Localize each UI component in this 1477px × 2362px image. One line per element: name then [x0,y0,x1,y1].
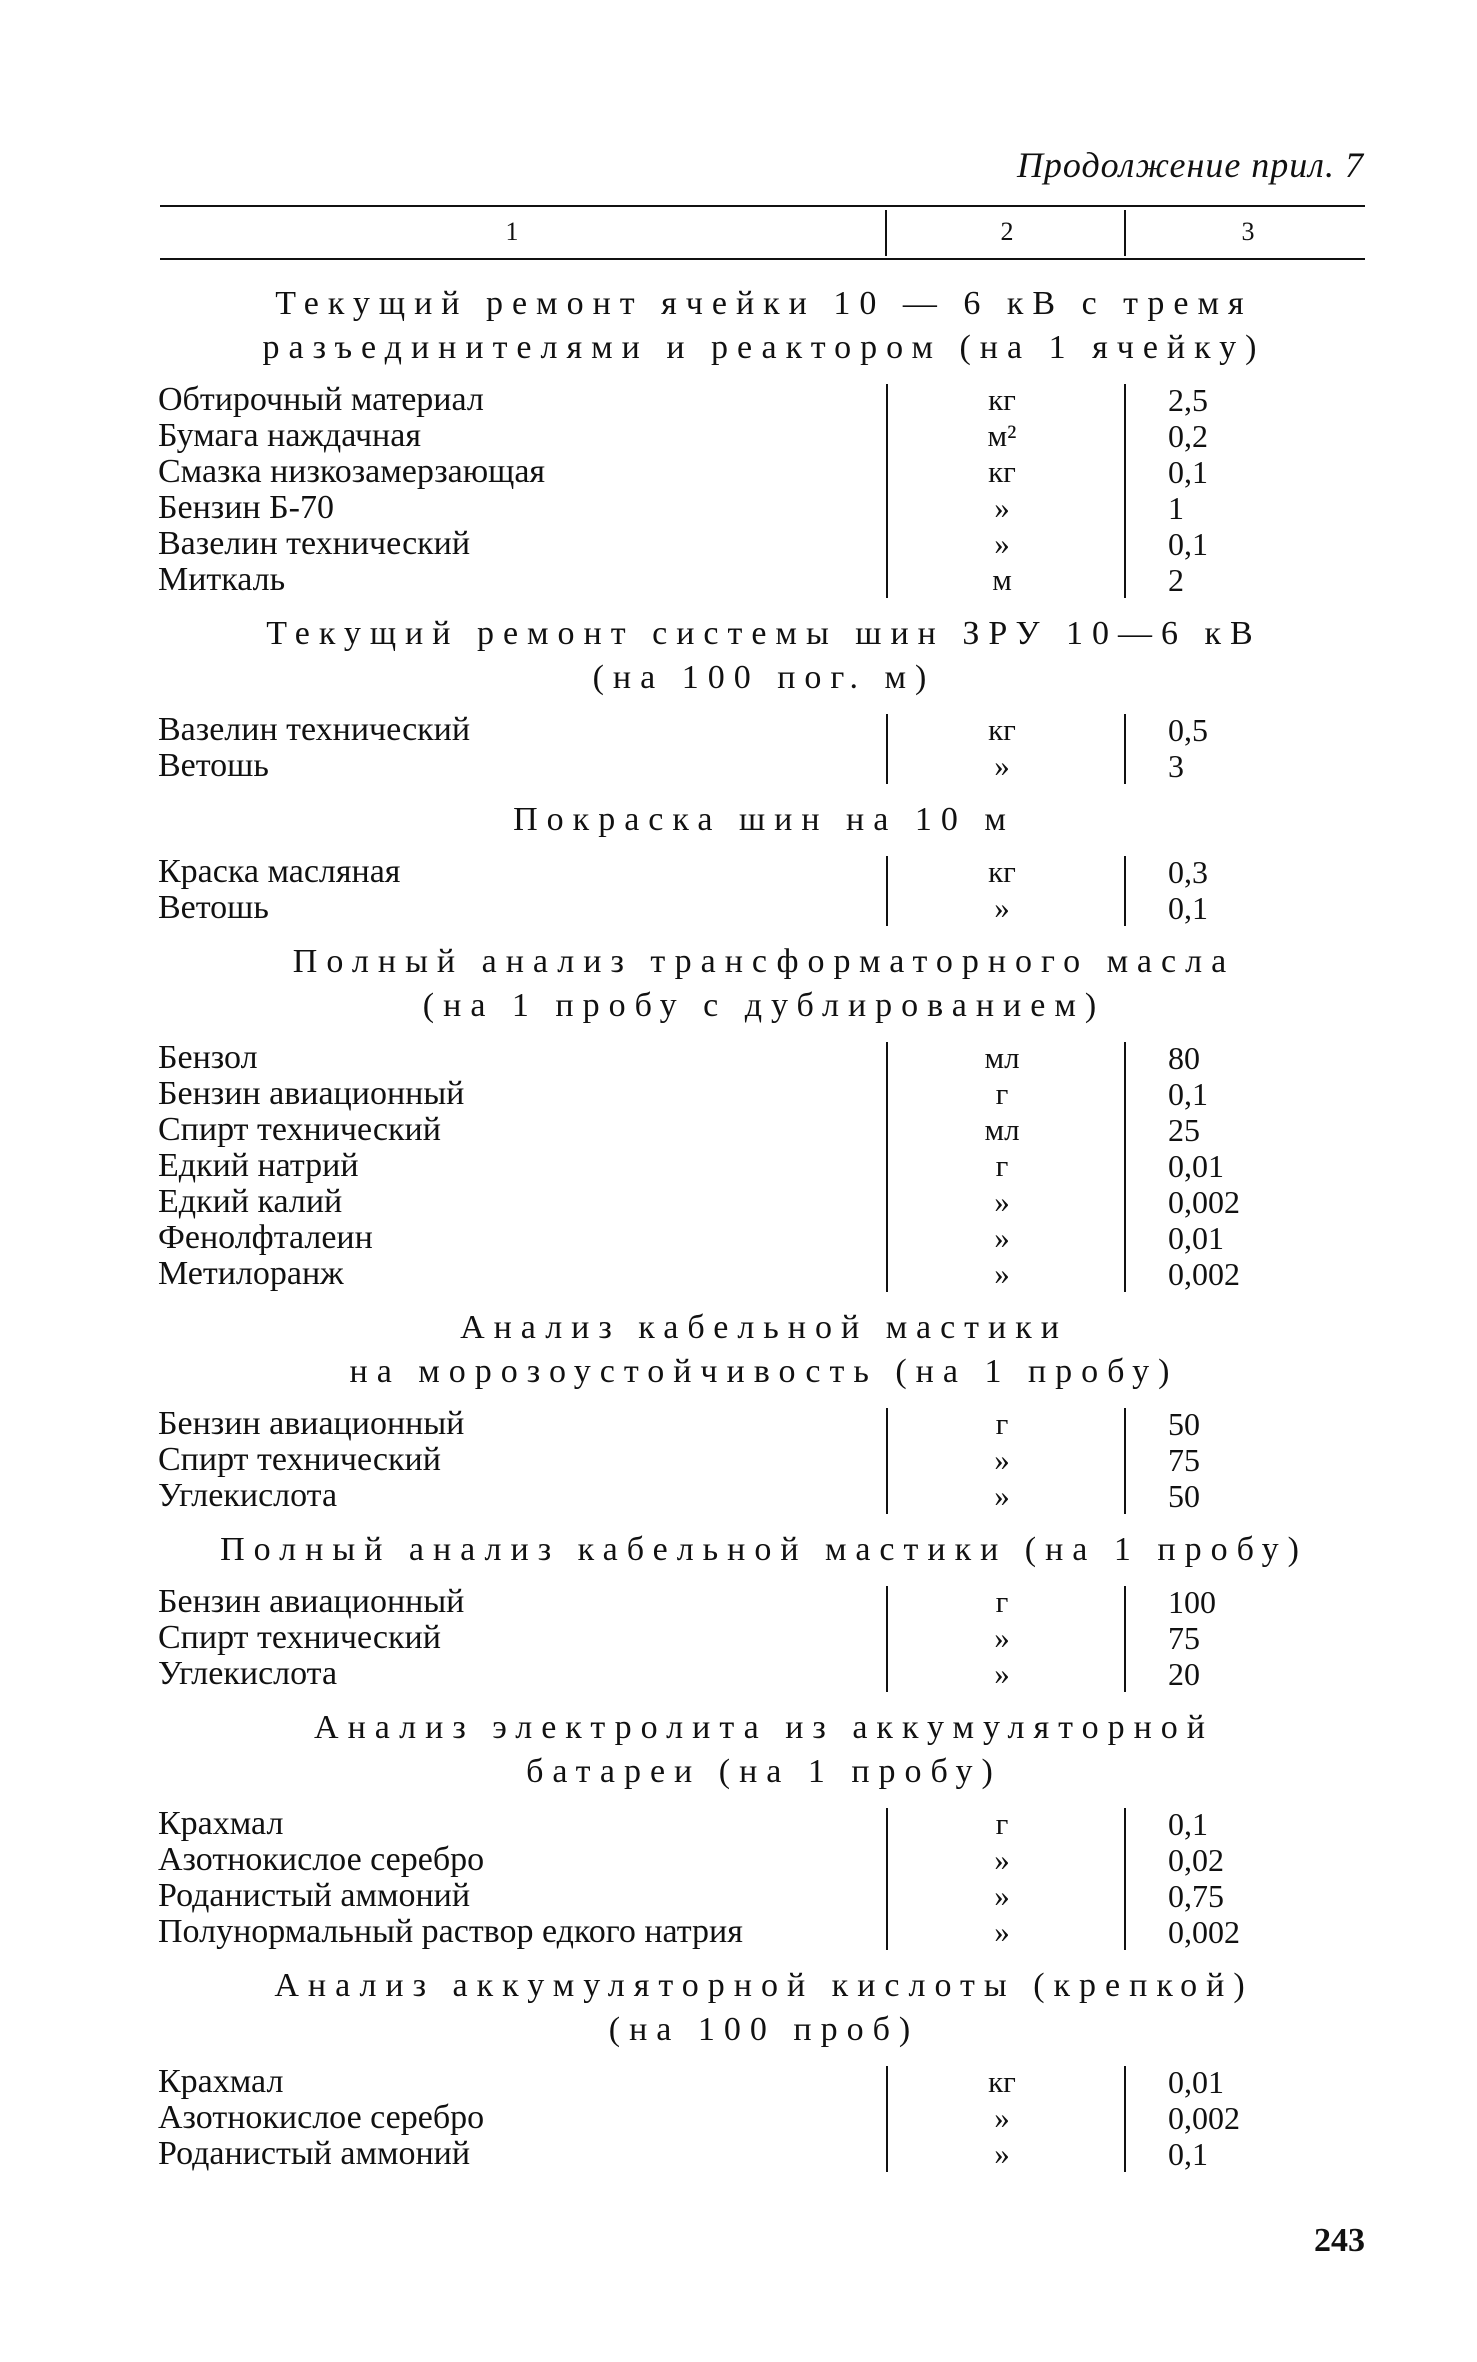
material-unit: » [994,1478,1010,1513]
column-rule [1124,2066,1126,2172]
column-rule [1124,1808,1126,1950]
material-qty: 0,002 [1168,1183,1240,1220]
material-qty: 0,002 [1168,2099,1240,2136]
material-qty: 0,1 [1168,2135,1208,2172]
section-title: (на 100 проб) [608,2011,920,2048]
material-name: Азотнокислое серебро [158,2099,485,2136]
column-header-2: 2 [1000,217,1014,246]
material-name: Роданистый аммоний [158,2135,471,2172]
section-rows [158,1806,1370,1950]
material-unit: м² [987,418,1017,453]
material-unit: » [994,1914,1010,1949]
table-row [158,748,1370,784]
table-row [158,1076,1370,1112]
material-name: Бензин авиационный [158,1583,465,1620]
material-qty: 0,3 [1168,853,1208,890]
material-unit: » [994,526,1010,561]
table-row [158,890,1370,926]
material-qty: 75 [1168,1441,1200,1478]
column-rule [886,856,888,926]
table-row [158,712,1370,748]
material-unit: кг [988,2064,1016,2099]
table-row [158,526,1370,562]
material-qty: 2 [1168,561,1184,598]
section-title: (на 1 пробу с дублированием) [422,987,1106,1024]
section-title: (на 100 пог. м) [592,659,936,696]
material-name: Едкий калий [158,1183,343,1220]
table-row [158,1584,1370,1620]
material-unit: кг [988,854,1016,889]
column-rule [1124,1042,1126,1292]
material-unit: » [994,1256,1010,1291]
material-unit: » [994,1220,1010,1255]
material-qty: 0,002 [1168,1255,1240,1292]
table-row [158,490,1370,526]
table-row [158,1806,1370,1842]
material-unit: г [995,1406,1009,1441]
material-qty: 0,01 [1168,2063,1224,2100]
column-rule [1124,384,1126,598]
table-row [158,1842,1370,1878]
table-row [158,1442,1370,1478]
material-name: Бензин авиационный [158,1075,465,1112]
column-rule [886,1408,888,1514]
table-row [158,1620,1370,1656]
material-name: Углекислота [158,1477,338,1514]
header-separator [885,210,887,256]
table-row [158,1256,1370,1292]
material-unit: » [994,1184,1010,1219]
column-rule [1124,1586,1126,1692]
section-title: батареи (на 1 пробу) [526,1753,1002,1790]
table-row [158,1184,1370,1220]
section-title: Полный анализ трансформаторного масла [292,943,1236,980]
material-unit: мл [984,1112,1020,1147]
material-unit: » [994,1442,1010,1477]
material-qty: 0,2 [1168,417,1208,454]
table-header-rule [160,258,1365,260]
table-top-rule [160,205,1365,207]
section-rows [158,1406,1370,1514]
column-rule [886,714,888,784]
table-row [158,2064,1370,2100]
section-title: Текущий ремонт системы шин ЗРУ 10—6 кВ [266,615,1262,652]
material-name: Вазелин технический [158,525,471,562]
material-unit: м [992,562,1012,597]
table-section [158,612,1370,784]
material-qty: 1 [1168,489,1184,526]
material-unit: » [994,1842,1010,1877]
material-name: Азотнокислое серебро [158,1841,485,1878]
materials-table [158,282,1370,2186]
material-qty: 0,1 [1168,1805,1208,1842]
material-name: Спирт технический [158,1111,441,1148]
table-row [158,2136,1370,2172]
material-qty: 0,1 [1168,889,1208,926]
table-row [158,454,1370,490]
material-name: Краска масляная [158,853,401,890]
section-rows [158,2064,1370,2172]
material-unit: г [995,1806,1009,1841]
material-qty: 25 [1168,1111,1200,1148]
table-row [158,1656,1370,1692]
material-name: Вазелин технический [158,711,471,748]
column-rule [1124,1408,1126,1514]
material-name: Крахмал [158,2063,284,2100]
section-title: Анализ аккумуляторной кислоты (крепкой) [274,1967,1254,2004]
column-rule [886,1042,888,1292]
table-row [158,1878,1370,1914]
material-qty: 20 [1168,1655,1200,1692]
material-name: Ветошь [158,889,269,926]
section-rows [158,382,1370,598]
table-row [158,1406,1370,1442]
table-row [158,1220,1370,1256]
material-unit: г [995,1076,1009,1111]
header-separator [1124,210,1126,256]
section-rows [158,1040,1370,1292]
table-row [158,418,1370,454]
section-title: разъединителями и реактором (на 1 ячейку) [262,329,1266,366]
material-name: Бумага наждачная [158,417,421,454]
material-name: Бензин авиационный [158,1405,465,1442]
section-rows [158,1584,1370,1692]
material-unit: » [994,890,1010,925]
material-qty: 0,002 [1168,1913,1240,1950]
material-name: Смазка низкозамерзающая [158,453,546,490]
material-name: Углекислота [158,1655,338,1692]
table-row [158,382,1370,418]
column-header-1: 1 [505,217,519,246]
material-unit: г [995,1584,1009,1619]
material-unit: г [995,1148,1009,1183]
material-unit: » [994,1620,1010,1655]
material-qty: 0,01 [1168,1147,1224,1184]
section-title: Текущий ремонт ячейки 10 — 6 кВ с тремя [275,285,1253,322]
material-qty: 0,02 [1168,1841,1224,1878]
material-qty: 0,75 [1168,1877,1224,1914]
table-row [158,2100,1370,2136]
material-name: Бензол [158,1039,258,1076]
column-rule [886,2066,888,2172]
table-section [158,1706,1370,1950]
material-qty: 2,5 [1168,381,1208,418]
section-title: Покраска шин на 10 м [513,801,1015,838]
column-rule [1124,856,1126,926]
material-qty: 3 [1168,747,1184,784]
table-section [158,282,1370,598]
material-unit: » [994,748,1010,783]
table-row [158,854,1370,890]
column-rule [886,1586,888,1692]
section-rows [158,854,1370,926]
material-unit: мл [984,1040,1020,1075]
material-qty: 0,5 [1168,711,1208,748]
material-unit: » [994,490,1010,525]
material-unit: » [994,2100,1010,2135]
material-qty: 0,01 [1168,1219,1224,1256]
material-qty: 0,1 [1168,1075,1208,1112]
page-number: 243 [1314,2222,1365,2259]
column-rule [1124,714,1126,784]
material-name: Крахмал [158,1805,284,1842]
section-title: Анализ электролита из аккумуляторной [314,1709,1214,1746]
material-qty: 0,1 [1168,453,1208,490]
material-name: Роданистый аммоний [158,1877,471,1914]
material-unit: кг [988,382,1016,417]
table-row [158,1112,1370,1148]
table-section [158,798,1370,926]
table-row [158,1148,1370,1184]
section-rows [158,712,1370,784]
column-header-3: 3 [1241,217,1255,246]
material-qty: 0,1 [1168,525,1208,562]
material-qty: 75 [1168,1619,1200,1656]
material-name: Спирт технический [158,1619,441,1656]
material-name: Ветошь [158,747,269,784]
section-title: на морозоустойчивость (на 1 пробу) [349,1353,1179,1390]
material-unit: » [994,1878,1010,1913]
table-row [158,562,1370,598]
table-row [158,1040,1370,1076]
material-name: Обтирочный материал [158,381,484,418]
table-row [158,1478,1370,1514]
material-name: Спирт технический [158,1441,441,1478]
material-name: Полунормальный раствор едкого натрия [158,1913,743,1950]
section-title: Анализ кабельной мастики [460,1309,1068,1346]
material-unit: кг [988,454,1016,489]
material-unit: » [994,1656,1010,1691]
material-unit: » [994,2136,1010,2171]
column-rule [886,384,888,598]
material-qty: 100 [1168,1583,1216,1620]
material-unit: кг [988,712,1016,747]
material-qty: 50 [1168,1405,1200,1442]
table-section [158,1306,1370,1514]
material-qty: 50 [1168,1477,1200,1514]
column-rule [886,1808,888,1950]
material-name: Едкий натрий [158,1147,359,1184]
section-title: Полный анализ кабельной мастики (на 1 пробу) [220,1531,1308,1568]
material-name: Фенолфталеин [158,1219,373,1256]
table-section [158,940,1370,1292]
continuation-caption: Продолжение прил. 7 [1016,145,1364,185]
table-row [158,1914,1370,1950]
table-section [158,1528,1370,1692]
material-qty: 80 [1168,1039,1200,1076]
material-name: Метилоранж [158,1255,344,1292]
material-name: Бензин Б-70 [158,489,334,526]
table-section [158,1964,1370,2172]
material-name: Миткаль [158,561,286,598]
